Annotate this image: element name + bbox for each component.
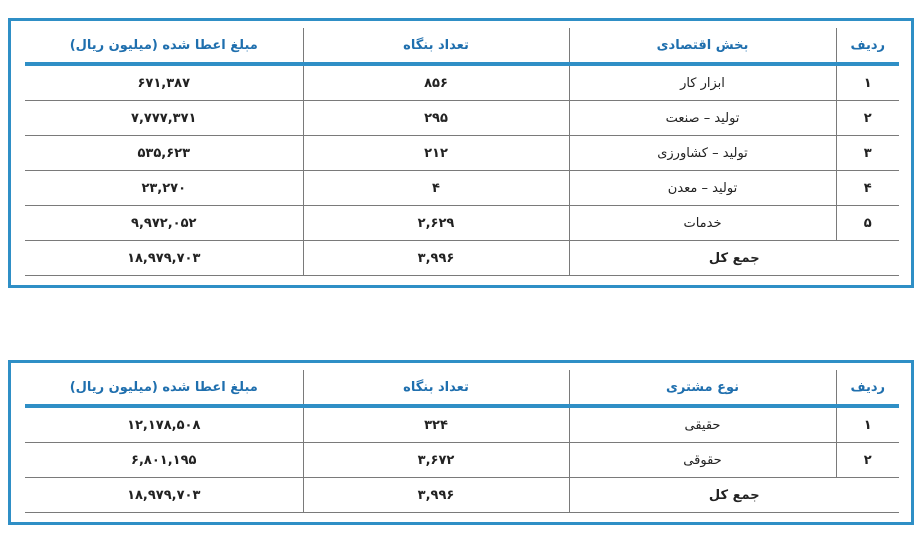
- row-radif: ۲: [836, 101, 899, 136]
- row-amount: ۷,۷۷۷,۳۷۱: [25, 101, 303, 136]
- row-radif: ۱: [836, 64, 899, 101]
- total-amount: ۱۸,۹۷۹,۷۰۳: [25, 478, 303, 513]
- table-row: [25, 136, 899, 171]
- table-row: [25, 171, 899, 206]
- row-radif: ۳: [836, 136, 899, 171]
- total-label: جمع کل: [569, 478, 899, 513]
- sector-table: [25, 28, 899, 276]
- table-row: [25, 101, 899, 136]
- row-radif: ۴: [836, 171, 899, 206]
- row-category: خدمات: [569, 206, 836, 241]
- header-radif: ردیف: [836, 28, 899, 64]
- row-amount: ۹,۹۷۲,۰۵۲: [25, 206, 303, 241]
- row-category: تولید – کشاورزی: [569, 136, 836, 171]
- header-sector: بخش اقتصادی: [569, 28, 836, 64]
- total-count: ۳,۹۹۶: [303, 478, 569, 513]
- header-customer-type: نوع مشتری: [569, 370, 836, 406]
- total-row: [25, 241, 899, 276]
- row-category: حقوقی: [569, 443, 836, 478]
- row-count: ۲۹۵: [303, 101, 569, 136]
- table-row: [25, 443, 899, 478]
- row-radif: ۱: [836, 406, 899, 443]
- row-category: حقیقی: [569, 406, 836, 443]
- table-header-row: [25, 28, 899, 64]
- sector-table-panel: [8, 18, 914, 288]
- row-radif: ۲: [836, 443, 899, 478]
- table-row: [25, 406, 899, 443]
- row-category: تولید – معدن: [569, 171, 836, 206]
- total-count: ۳,۹۹۶: [303, 241, 569, 276]
- table-header-row: [25, 370, 899, 406]
- header-count: تعداد بنگاه: [303, 28, 569, 64]
- header-amount: مبلغ اعطا شده (میلیون ریال): [25, 370, 303, 406]
- customer-table-panel: [8, 360, 914, 525]
- row-radif: ۵: [836, 206, 899, 241]
- total-amount: ۱۸,۹۷۹,۷۰۳: [25, 241, 303, 276]
- header-amount: مبلغ اعطا شده (میلیون ریال): [25, 28, 303, 64]
- row-count: ۲۱۲: [303, 136, 569, 171]
- row-amount: ۱۲,۱۷۸,۵۰۸: [25, 406, 303, 443]
- row-count: ۲,۶۲۹: [303, 206, 569, 241]
- table-row: [25, 206, 899, 241]
- row-count: ۸۵۶: [303, 64, 569, 101]
- row-count: ۴: [303, 171, 569, 206]
- header-radif: ردیف: [836, 370, 899, 406]
- row-amount: ۵۳۵,۶۲۳: [25, 136, 303, 171]
- header-count: تعداد بنگاه: [303, 370, 569, 406]
- row-amount: ۶,۸۰۱,۱۹۵: [25, 443, 303, 478]
- row-amount: ۲۳,۲۷۰: [25, 171, 303, 206]
- total-label: جمع کل: [569, 241, 899, 276]
- row-count: ۳,۶۷۲: [303, 443, 569, 478]
- row-category: ابزار کار: [569, 64, 836, 101]
- row-amount: ۶۷۱,۳۸۷: [25, 64, 303, 101]
- table-row: [25, 64, 899, 101]
- total-row: [25, 478, 899, 513]
- row-category: تولید – صنعت: [569, 101, 836, 136]
- customer-table: [25, 370, 899, 513]
- row-count: ۳۲۴: [303, 406, 569, 443]
